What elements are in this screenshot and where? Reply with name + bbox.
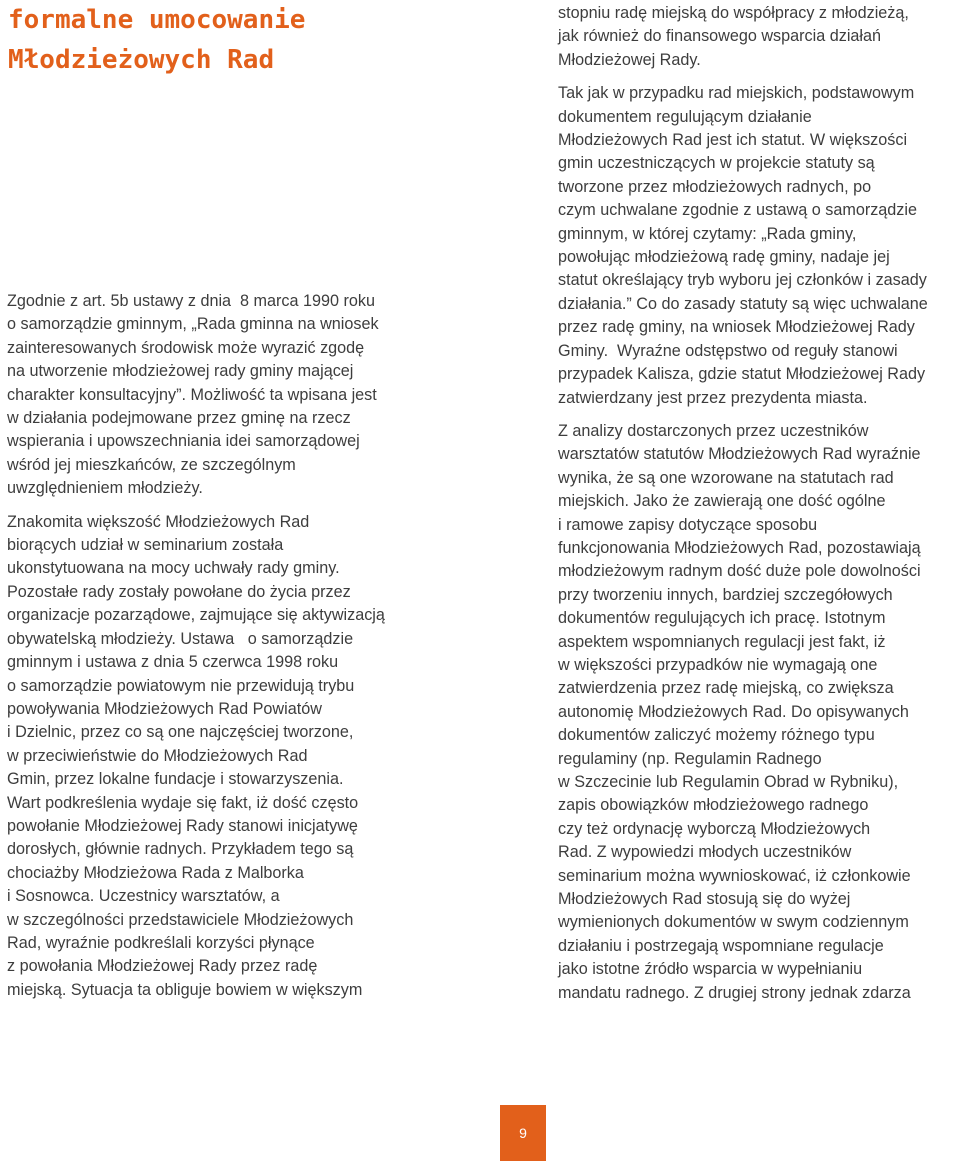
- text-line: gminnym, w której czytamy: „Rada gminy,: [558, 224, 857, 243]
- text-line: jako istotne źródło wsparcia w wypełnianiu: [558, 960, 863, 979]
- text-line: wymienionych dokumentów w swym codziennym: [558, 913, 909, 932]
- text-line: zapis obowiązków młodzieżowego radnego: [558, 796, 869, 815]
- text-line: w przeciwieństwie do Młodzieżowych Rad: [7, 746, 308, 765]
- text-line: chociażby Młodzieżowa Rada z Malborka: [7, 863, 304, 882]
- text-line: Tak jak w przypadku rad miejskich, podstawowym: [558, 84, 915, 103]
- text-line: powołując młodzieżową radę gminy, nadaje jej: [558, 248, 890, 267]
- text-line: Gmin, przez lokalne fundacje i stowarzyszenia.: [7, 770, 344, 789]
- text-line: Gminy. Wyraźne odstępstwo od reguły stanowi: [558, 341, 898, 360]
- text-line: na utworzenie młodzieżowej rady gminy mającej: [7, 362, 354, 381]
- text-line: Zgodnie z art. 5b ustawy z dnia 8 marca 1990 roku: [7, 292, 376, 310]
- text-line: o samorządzie gminnym, „Rada gminna na wniosek: [7, 315, 379, 334]
- text-line: Z analizy dostarczonych przez uczestników: [558, 421, 869, 440]
- text-line: dokumentów zaliczyć możemy różnego typu: [558, 726, 875, 745]
- text-line: ukonstytuowana na mocy uchwały rady gminy.: [7, 559, 340, 578]
- text-line: dokumentem regulującym działanie: [558, 107, 812, 126]
- text-line: mandatu radnego. Z drugiej strony jednak zdarza: [558, 983, 911, 1002]
- text-line: powoływania Młodzieżowych Rad Powiatów: [7, 699, 322, 718]
- text-line: działaniu i postrzegają wspomniane regulacje: [558, 936, 884, 955]
- text-line: uwzględnieniem młodzieży.: [7, 479, 203, 498]
- right-text-column: [558, 2, 958, 1005]
- text-line: i Dzielnic, przez co są one najczęściej tworzone,: [7, 723, 354, 742]
- text-line: czym uchwalane zgodnie z ustawą o samorządzie: [558, 201, 918, 220]
- text-line: zatwierdzenia przez radę miejską, co zwiększa: [558, 679, 894, 698]
- text-line: o samorządzie powiatowym nie przewidują trybu: [7, 676, 355, 695]
- page-number: 9: [519, 1125, 527, 1141]
- text-line: w działania podejmowane przez gminę na rzecz: [7, 409, 351, 428]
- text-line: seminarium można wywnioskować, iż członkowie: [558, 866, 911, 885]
- text-line: zatwierdzany jest przez prezydenta miasta.: [558, 388, 868, 407]
- text-line: dokumentów regulujących ich pracę. Istotnym: [558, 609, 886, 628]
- section-title: [8, 0, 468, 80]
- text-line: zainteresowanych środowisk może wyrazić zgodę: [7, 338, 365, 357]
- text-line: wynika, że są one wzorowane na statutach rad: [558, 468, 894, 487]
- text-line: aspektem wspomnianych regulacji jest fakt, iż: [558, 632, 886, 651]
- text-line: gmin uczestniczących w projekcie statuty są: [558, 154, 875, 173]
- text-line: tworzone przez młodzieżowych radnych, po: [558, 177, 872, 196]
- text-line: w szczególności przedstawiciele Młodzieżowych: [7, 910, 354, 929]
- text-line: przez radę gminy, na wniosek Młodzieżowej Rady: [558, 318, 915, 337]
- right-paragraph-2: [558, 82, 958, 410]
- title-line-1: formalne umocowanie: [8, 5, 306, 35]
- text-line: Znakomita większość Młodzieżowych Rad: [7, 512, 310, 531]
- text-line: autonomię Młodzieżowych Rad. Do opisywanych: [558, 702, 909, 721]
- title-line-2: Młodzieżowych Rad: [8, 45, 275, 75]
- text-line: miejską. Sytuacja ta obliguje bowiem w większym: [7, 980, 363, 999]
- text-line: jak również do finansowego wsparcia działań: [558, 27, 882, 46]
- text-line: obywatelską młodzieży. Ustawa o samorządzie: [7, 629, 354, 648]
- text-line: w większości przypadków nie wymagają one: [558, 655, 878, 674]
- text-line: Młodzieżowej Rady.: [558, 50, 701, 69]
- text-line: wspierania i upowszechniania idei samorządowej: [7, 432, 360, 451]
- text-line: stopniu radę miejską do współpracy z młodzieżą,: [558, 4, 909, 22]
- text-line: dorosłych, głównie radnych. Przykładem tego są: [7, 840, 354, 859]
- text-line: przy tworzeniu innych, bardziej szczegółowych: [558, 585, 893, 604]
- text-line: miejskich. Jako że zawierają one dość ogólne: [558, 492, 886, 511]
- text-line: charakter konsultacyjny”. Możliwość ta wpisana jest: [7, 385, 377, 404]
- text-line: z powołania Młodzieżowej Rady przez radę: [7, 957, 318, 976]
- text-line: Młodzieżowych Rad jest ich statut. W większości: [558, 131, 908, 150]
- text-line: funkcjonowania Młodzieżowych Rad, pozostawiają: [558, 538, 921, 557]
- text-line: przypadek Kalisza, gdzie statut Młodzieżowej Rady: [558, 365, 926, 384]
- page-number-badge: [500, 1105, 546, 1161]
- text-line: Wart podkreślenia wydaje się fakt, iż dość często: [7, 793, 359, 812]
- text-line: młodzieżowym radnym dość duże pole dowolności: [558, 562, 921, 581]
- right-paragraph-3: [558, 420, 958, 1005]
- left-paragraph-2: [7, 511, 407, 1003]
- text-line: powołanie Młodzieżowej Rady stanowi inicjatywę: [7, 816, 358, 835]
- text-line: warsztatów statutów Młodzieżowych Rad wyraźnie: [558, 445, 921, 464]
- text-line: i ramowe zapisy dotyczące sposobu: [558, 515, 818, 534]
- text-line: działania.” Co do zasady statuty są więc uchwalane: [558, 294, 928, 313]
- text-line: organizacje pozarządowe, zajmujące się aktywizacją: [7, 606, 385, 625]
- left-text-column: [7, 290, 407, 1002]
- text-line: biorących udział w seminarium została: [7, 536, 284, 555]
- text-line: w Szczecinie lub Regulamin Obrad w Rybniku),: [558, 773, 899, 791]
- left-paragraph-1: [7, 290, 407, 501]
- text-line: Rad, wyraźnie podkreślali korzyści płynące: [7, 933, 315, 952]
- text-line: Młodzieżowych Rad stosują się do wyżej: [558, 890, 851, 909]
- text-line: statut określający tryb wyboru jej członków i zasady: [558, 271, 927, 290]
- text-line: i Sosnowca. Uczestnicy warsztatów, a: [7, 887, 280, 906]
- text-line: Pozostałe rady zostały powołane do życia przez: [7, 582, 351, 601]
- text-line: wśród jej mieszkańców, ze szczególnym: [7, 455, 296, 474]
- right-paragraph-1: [558, 2, 958, 72]
- text-line: czy też ordynację wyborczą Młodzieżowych: [558, 819, 871, 838]
- text-line: gminnym i ustawa z dnia 5 czerwca 1998 roku: [7, 653, 339, 672]
- text-line: Rad. Z wypowiedzi młodych uczestników: [558, 843, 852, 862]
- text-line: regulaminy (np. Regulamin Radnego: [558, 749, 822, 768]
